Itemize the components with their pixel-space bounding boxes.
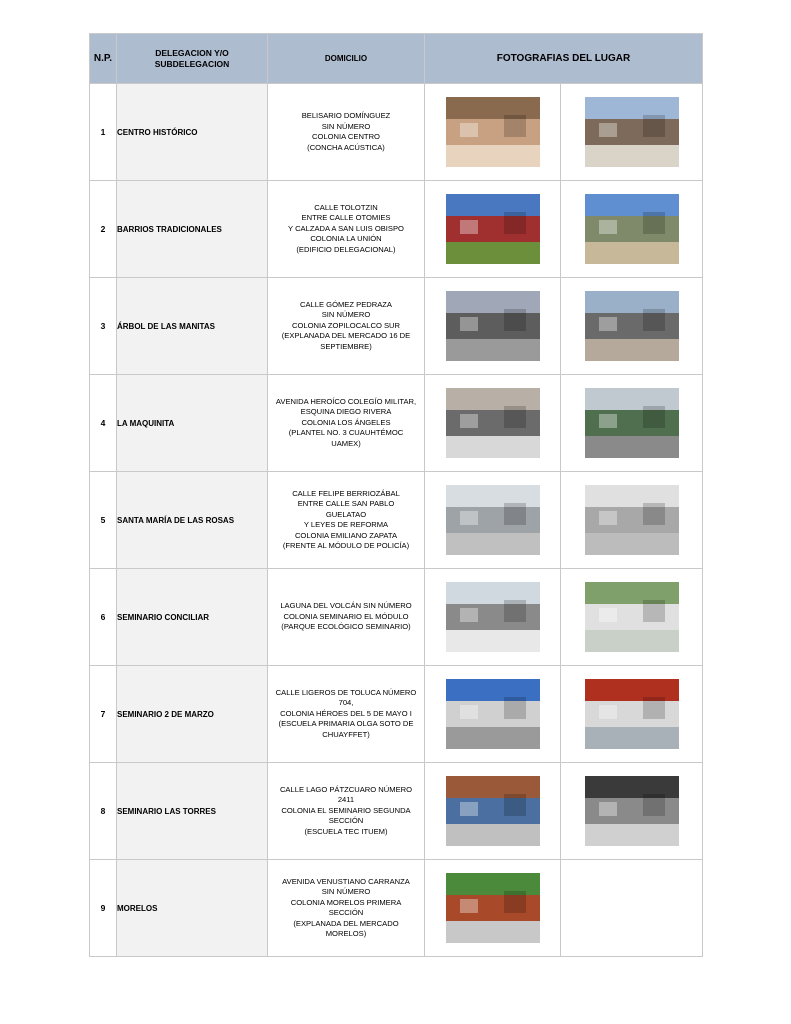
row-number: 6 bbox=[90, 569, 117, 666]
header-domicilio: DOMICILIO bbox=[268, 34, 425, 84]
photo-cell bbox=[561, 472, 703, 569]
location-photo bbox=[446, 582, 540, 652]
domicilio-address: CALLE GÓMEZ PEDRAZA SIN NÚMERO COLONIA ZOPILOCALCO SUR (EXPLANADA DEL MERCADO 16 DE SEPTIEMBRE) bbox=[268, 278, 425, 375]
location-photo bbox=[446, 873, 540, 943]
location-photo bbox=[585, 97, 679, 167]
photo-cell bbox=[561, 666, 703, 763]
table-row bbox=[90, 860, 703, 957]
location-photo bbox=[446, 679, 540, 749]
photo-cell bbox=[425, 181, 561, 278]
domicilio-address: CALLE TOLOTZIN ENTRE CALLE OTOMIES Y CALZADA A SAN LUIS OBISPO COLONIA LA UNIÓN (EDIFICIO DELEGACIONAL) bbox=[268, 181, 425, 278]
photo-cell bbox=[561, 569, 703, 666]
row-number: 7 bbox=[90, 666, 117, 763]
table-row bbox=[90, 569, 703, 666]
location-photo bbox=[446, 776, 540, 846]
location-photo bbox=[446, 194, 540, 264]
row-number: 8 bbox=[90, 763, 117, 860]
domicilio-address: AVENIDA VENUSTIANO CARRANZA SIN NÚMERO COLONIA MORELOS PRIMERA SECCIÓN (EXPLANADA DEL MERCADO MORELOS) bbox=[268, 860, 425, 957]
table-row bbox=[90, 375, 703, 472]
photo-cell bbox=[425, 666, 561, 763]
location-photo bbox=[446, 388, 540, 458]
location-photo bbox=[585, 388, 679, 458]
photo-cell bbox=[425, 278, 561, 375]
location-photo bbox=[446, 97, 540, 167]
domicilio-address: AVENIDA HEROÍCO COLEGÍO MILITAR, ESQUINA DIEGO RIVERA COLONIA LOS ÁNGELES (PLANTEL NO. 3 CUAUHTÉMOC UAMEX) bbox=[268, 375, 425, 472]
photo-cell bbox=[425, 375, 561, 472]
delegacion-name: LA MAQUINITA bbox=[117, 375, 268, 472]
domicilio-address: LAGUNA DEL VOLCÁN SIN NÚMERO COLONIA SEMINARIO EL MÓDULO (PARQUE ECOLÓGICO SEMINARIO) bbox=[268, 569, 425, 666]
photo-cell bbox=[561, 763, 703, 860]
photo-cell bbox=[561, 278, 703, 375]
table-row bbox=[90, 181, 703, 278]
location-photo bbox=[585, 582, 679, 652]
delegacion-name: CENTRO HISTÓRICO bbox=[117, 84, 268, 181]
delegacion-name: SEMINARIO LAS TORRES bbox=[117, 763, 268, 860]
photo-cell bbox=[561, 375, 703, 472]
table-row bbox=[90, 84, 703, 181]
row-number: 1 bbox=[90, 84, 117, 181]
table-row bbox=[90, 472, 703, 569]
delegacion-name: ÁRBOL DE LAS MANITAS bbox=[117, 278, 268, 375]
delegacion-name: SEMINARIO 2 DE MARZO bbox=[117, 666, 268, 763]
location-photo bbox=[585, 194, 679, 264]
delegacion-name: SANTA MARÍA DE LAS ROSAS bbox=[117, 472, 268, 569]
location-photo bbox=[446, 485, 540, 555]
delegacion-name: MORELOS bbox=[117, 860, 268, 957]
row-number: 9 bbox=[90, 860, 117, 957]
header-delegacion: DELEGACION Y/O SUBDELEGACION bbox=[117, 34, 268, 84]
table-row bbox=[90, 666, 703, 763]
location-photo bbox=[585, 291, 679, 361]
domicilio-address: CALLE LAGO PÁTZCUARO NÚMERO 2411 COLONIA EL SEMINARIO SEGUNDA SECCIÓN (ESCUELA TEC ITUEM) bbox=[268, 763, 425, 860]
locations-table bbox=[89, 33, 703, 957]
photo-cell bbox=[425, 84, 561, 181]
table-row bbox=[90, 763, 703, 860]
domicilio-address: CALLE FELIPE BERRIOZÁBAL ENTRE CALLE SAN PABLO GUELATAO Y LEYES DE REFORMA COLONIA EMILIANO ZAPATA (FRENTE AL MÓDULO DE POLICÍA) bbox=[268, 472, 425, 569]
domicilio-address: CALLE LIGEROS DE TOLUCA NÚMERO 704, COLONIA HÉROES DEL 5 DE MAYO I (ESCUELA PRIMARIA OLGA SOTO DE CHUAYFFET) bbox=[268, 666, 425, 763]
row-number: 4 bbox=[90, 375, 117, 472]
header-row bbox=[90, 34, 703, 84]
delegacion-name: SEMINARIO CONCILIAR bbox=[117, 569, 268, 666]
delegacion-name: BARRIOS TRADICIONALES bbox=[117, 181, 268, 278]
photo-cell bbox=[425, 763, 561, 860]
location-photo bbox=[585, 485, 679, 555]
table-row bbox=[90, 278, 703, 375]
photo-cell bbox=[425, 569, 561, 666]
domicilio-address: BELISARIO DOMÍNGUEZ SIN NÚMERO COLONIA CENTRO (CONCHA ACÚSTICA) bbox=[268, 84, 425, 181]
location-photo bbox=[446, 291, 540, 361]
location-photo bbox=[585, 679, 679, 749]
row-number: 3 bbox=[90, 278, 117, 375]
photo-cell bbox=[561, 860, 703, 957]
row-number: 5 bbox=[90, 472, 117, 569]
row-number: 2 bbox=[90, 181, 117, 278]
photo-cell bbox=[561, 84, 703, 181]
photo-cell bbox=[561, 181, 703, 278]
location-photo bbox=[585, 776, 679, 846]
photo-cell bbox=[425, 472, 561, 569]
photo-cell bbox=[425, 860, 561, 957]
header-np: N.P. bbox=[90, 34, 117, 84]
header-fotografias: FOTOGRAFIAS DEL LUGAR bbox=[425, 34, 703, 84]
